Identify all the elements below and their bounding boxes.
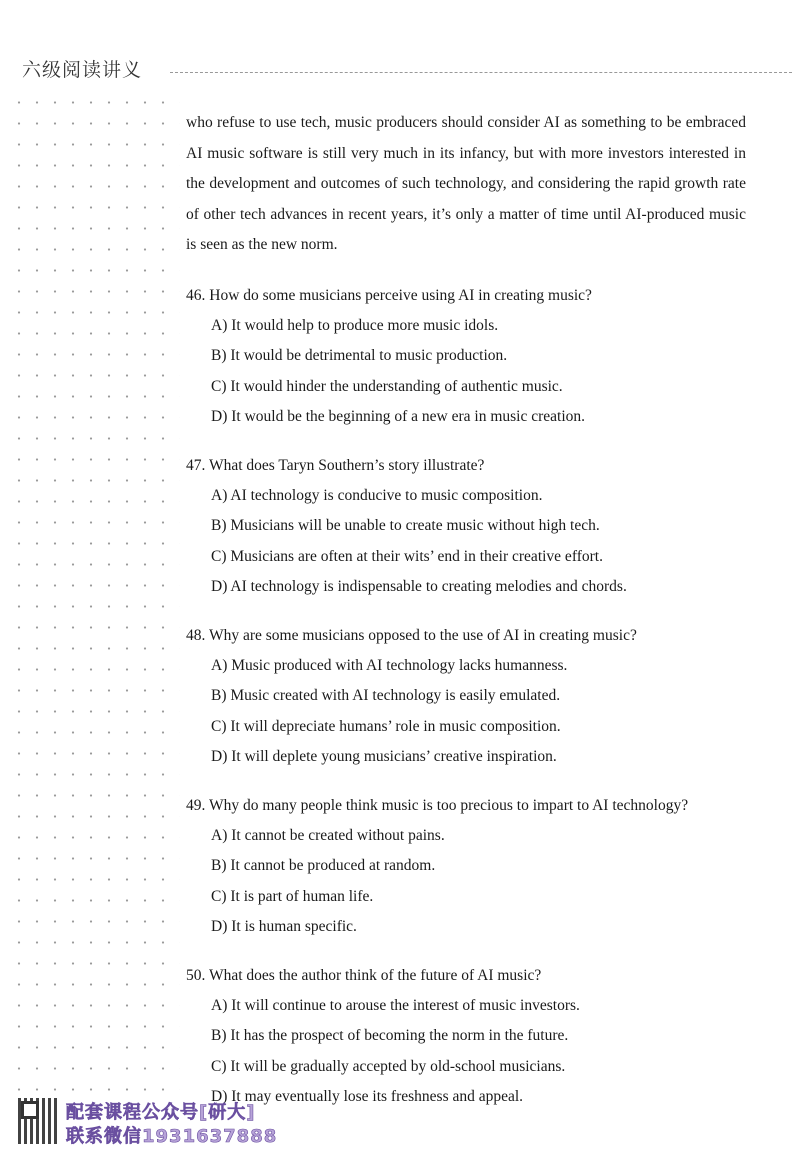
question-stem: 50. What does the author think of the future of AI music? — [186, 966, 542, 984]
option-b: B) Music created with AI technology is easily emulated. — [211, 687, 561, 704]
page-content — [186, 108, 746, 1113]
option-c: C) Musicians are often at their wits’ end in their creative effort. — [211, 547, 603, 565]
option-c: C) It will be gradually accepted by old-school musicians. — [211, 1057, 566, 1075]
passage-paragraph: who refuse to use tech, music producers should consider AI as something to be embraced AI music software is still very much in its infancy, but with more investors interested in the development and outcomes of such technology, and considering the rapid growth rate of other tech advances in recent years, it’s only a matter of time until AI-produced music is seen as the new norm. — [186, 114, 746, 253]
option-b: B) It has the prospect of becoming the norm in the future. — [211, 1027, 569, 1044]
question-stem: 48. Why are some musicians opposed to the use of AI in creating music? — [186, 626, 637, 644]
option-c: C) It will depreciate humans’ role in music composition. — [211, 717, 561, 735]
option-a: A) Music produced with AI technology lacks humanness. — [211, 656, 568, 674]
question-48 — [186, 621, 746, 773]
question-list — [186, 281, 746, 1113]
option-d: D) AI technology is indispensable to creating melodies and chords. — [211, 578, 627, 595]
question-stem: 46. How do some musicians perceive using AI in creating music? — [186, 286, 592, 304]
qr-code-icon — [18, 1098, 60, 1144]
option-d: D) It will deplete young musicians’ creative inspiration. — [211, 748, 557, 765]
option-b: B) Musicians will be unable to create music without high tech. — [211, 517, 600, 534]
watermark-line-2: 联系微信1931637888 — [66, 1126, 278, 1147]
question-stem: 49. Why do many people think music is too precious to impart to AI technology? — [186, 796, 689, 814]
option-a: A) It cannot be created without pains. — [211, 826, 445, 844]
option-a: A) It will continue to arouse the interest of music investors. — [211, 996, 580, 1014]
option-c: C) It is part of human life. — [211, 887, 374, 905]
margin-dot-grid — [10, 92, 180, 1092]
watermark-line-1: 配套课程公众号[研大] — [66, 1102, 256, 1123]
option-a: A) It would help to produce more music idols. — [211, 316, 499, 334]
option-b: B) It would be detrimental to music production. — [211, 347, 508, 364]
header-divider — [170, 72, 792, 73]
passage — [186, 108, 746, 261]
page-header-title: 六级阅读讲义 — [22, 59, 143, 81]
option-d: D) It is human specific. — [211, 918, 357, 935]
option-b: B) It cannot be produced at random. — [211, 857, 436, 874]
option-d: D) It may eventually lose its freshness and appeal. — [211, 1088, 524, 1105]
question-49 — [186, 791, 746, 943]
question-stem: 47. What does Taryn Southern’s story illustrate? — [186, 456, 485, 474]
question-50 — [186, 961, 746, 1113]
question-47 — [186, 451, 746, 603]
option-d: D) It would be the beginning of a new era in music creation. — [211, 408, 586, 425]
option-a: A) AI technology is conducive to music composition. — [211, 486, 543, 504]
option-c: C) It would hinder the understanding of authentic music. — [211, 377, 563, 395]
question-46 — [186, 281, 746, 433]
promo-watermark — [18, 1096, 318, 1148]
